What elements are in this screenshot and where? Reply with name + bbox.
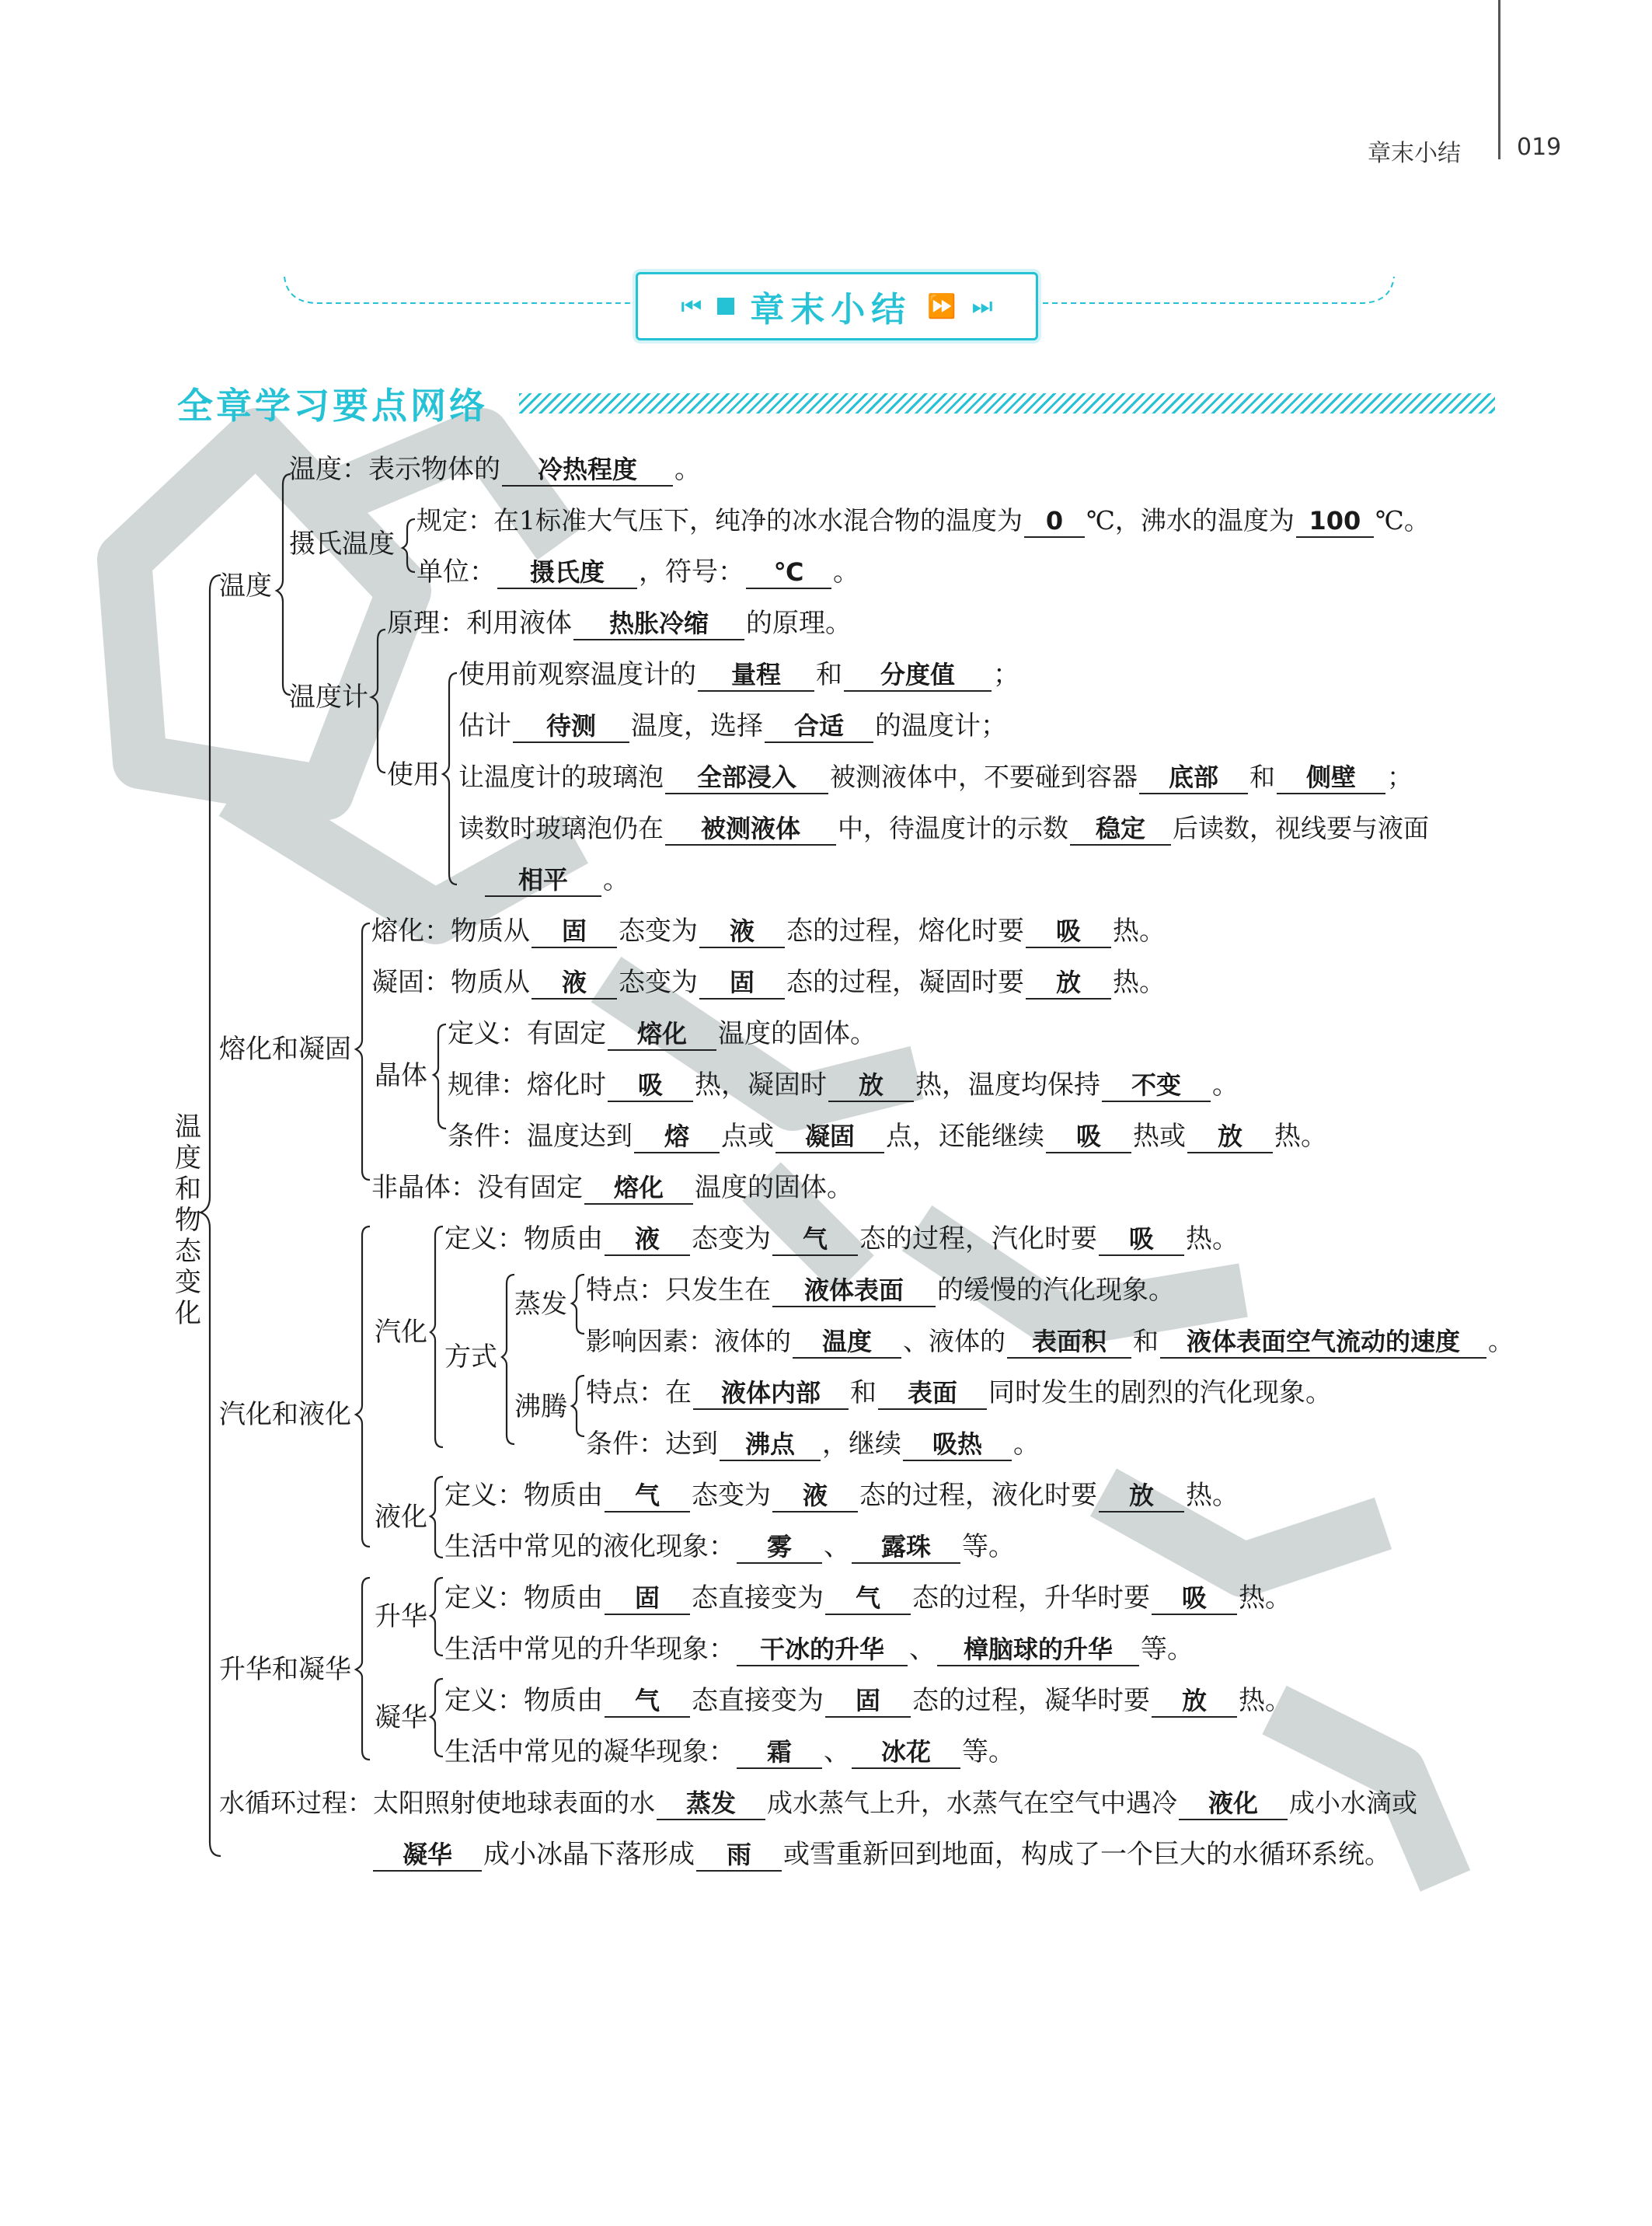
row-9	[483, 861, 629, 898]
page-number: 019	[1517, 134, 1562, 161]
row-text: 使用前观察温度计的	[458, 659, 696, 690]
answer-blank: 全部浸入	[665, 762, 828, 794]
row-text: 中，待温度计的示数	[838, 813, 1068, 843]
answer-blank: 气	[605, 1685, 690, 1718]
answer-blank: 吸	[1026, 916, 1111, 948]
label-shenghua: 升华	[375, 1601, 427, 1632]
answer-blank: 气	[605, 1480, 690, 1512]
label-zhengfa: 蒸发	[514, 1289, 567, 1320]
answer-blank: 吸	[1152, 1582, 1237, 1615]
row-text: 特点：只发生在	[586, 1275, 771, 1306]
label-ronghua-ninggu: 熔化和凝固	[219, 1034, 351, 1065]
answer-blank: 100	[1296, 505, 1374, 538]
row-16	[444, 1220, 1239, 1258]
label-wenduji: 温度计	[289, 682, 368, 713]
row-text: 成小冰晶下落形成	[483, 1839, 695, 1870]
answer-blank: 侧壁	[1277, 762, 1385, 794]
row-text: 被测液体中，不要碰到容器	[830, 762, 1138, 792]
answer-blank: 相平	[485, 864, 601, 897]
row-25	[444, 1682, 1291, 1719]
row-text: 单位：	[416, 556, 496, 588]
answer-blank: 熔化	[608, 1018, 716, 1051]
answer-blank: 表面	[878, 1377, 987, 1410]
row-text: ；	[993, 659, 1019, 690]
row-24	[444, 1631, 1194, 1668]
row-text: 让温度计的玻璃泡	[458, 762, 664, 792]
answer-blank: ℃	[746, 556, 831, 589]
row-text: 态直接变为	[692, 1582, 824, 1614]
label-sheshi: 摄氏温度	[289, 529, 395, 560]
row-2	[416, 502, 1430, 539]
answer-blank: 液体表面空气流动的速度	[1160, 1326, 1486, 1359]
answer-blank: 露珠	[852, 1531, 960, 1564]
row-text: 或雪重新回到地面，构成了一个巨大的水循环系统。	[783, 1839, 1391, 1870]
answer-blank: 气	[772, 1223, 858, 1256]
row-text: 等。	[1141, 1634, 1194, 1665]
row-text: 和	[816, 659, 842, 690]
row-text: 温度，选择	[631, 710, 763, 741]
row-text: 热。	[1186, 1480, 1239, 1511]
row-text: 定义：物质由	[444, 1582, 603, 1614]
row-text: 点，还能继续	[886, 1121, 1044, 1152]
answer-blank: 固	[531, 916, 617, 948]
row-text: 和	[850, 1377, 877, 1408]
row-text: 态直接变为	[692, 1685, 824, 1716]
row-1	[289, 451, 701, 488]
row-10	[371, 912, 1166, 950]
row-text: 。	[1013, 1429, 1040, 1460]
answer-blank: 合适	[765, 710, 873, 743]
label-qihua: 汽化	[375, 1317, 427, 1348]
label-ninghua: 凝华	[375, 1702, 427, 1733]
answer-blank: 吸	[1046, 1121, 1131, 1153]
row-text: 。	[674, 454, 701, 485]
row-text: 热。	[1113, 967, 1166, 998]
row-text: 生活中常见的液化现象：	[444, 1531, 735, 1562]
row-text: 非晶体：没有固定	[371, 1172, 583, 1203]
answer-blank: 0	[1024, 505, 1085, 538]
row-text: 态的过程，凝固时要	[786, 967, 1024, 998]
answer-blank: 放	[1026, 967, 1111, 1000]
row-text: 态变为	[692, 1223, 771, 1254]
row-text: 热，凝固时	[695, 1069, 827, 1101]
row-text: 估计	[458, 710, 511, 741]
answer-blank: 液体内部	[693, 1377, 849, 1410]
row-17	[586, 1272, 1175, 1309]
row-text: 态的过程，升华时要	[912, 1582, 1150, 1614]
root-label: 温度和物态变化	[175, 1111, 201, 1329]
answer-blank: 液	[531, 967, 617, 1000]
answer-blank: 不变	[1102, 1069, 1211, 1102]
row-text: 熔化：物质从	[371, 916, 530, 947]
answer-blank: 液	[772, 1480, 858, 1512]
row-28	[371, 1836, 1391, 1873]
answer-blank: 量程	[698, 659, 814, 692]
answer-blank: 液	[605, 1223, 690, 1256]
answer-blank: 底部	[1139, 762, 1248, 794]
row-text: ℃。	[1375, 505, 1430, 536]
row-text: 态的过程，熔化时要	[786, 916, 1024, 947]
answer-blank: 沸点	[720, 1429, 821, 1461]
row-4	[387, 605, 852, 642]
answer-blank: 放	[1099, 1480, 1184, 1512]
answer-blank: 液	[699, 916, 785, 948]
answer-blank: 表面积	[1007, 1326, 1131, 1359]
row-text: 定义：物质由	[444, 1480, 603, 1511]
banner-title: 章末小结	[750, 290, 912, 330]
row-text: 规律：熔化时	[448, 1069, 606, 1101]
row-14	[448, 1118, 1327, 1155]
row-text: 成水蒸气上升，水蒸气在空气中遇冷	[767, 1788, 1177, 1818]
row-text: 态的过程，液化时要	[859, 1480, 1097, 1511]
row-text: 。	[1212, 1069, 1239, 1101]
section-title: 章末小结	[1368, 140, 1461, 167]
row-text: 定义：有固定	[448, 1018, 606, 1049]
row-21	[444, 1477, 1239, 1514]
label-fangshi: 方式	[444, 1342, 497, 1373]
answer-blank: 冷热程度	[502, 454, 673, 487]
answer-blank: 分度值	[844, 659, 992, 692]
row-13	[448, 1066, 1239, 1104]
label-yehua: 液化	[375, 1502, 427, 1533]
answer-blank: 待测	[513, 710, 629, 743]
play-forward-icon: ⏩	[927, 292, 957, 320]
row-text: 凝固：物质从	[371, 967, 530, 998]
row-text: 影响因素：液体的	[586, 1326, 791, 1356]
row-5	[458, 656, 1019, 693]
answer-blank: 熔	[634, 1121, 720, 1153]
answer-blank: 霜	[737, 1736, 822, 1769]
row-text: 态变为	[619, 916, 698, 947]
answer-blank: 吸热	[903, 1429, 1012, 1461]
row-text: 同时发生的剧烈的汽化现象。	[988, 1377, 1332, 1408]
row-text: 、	[824, 1531, 850, 1562]
row-19	[586, 1374, 1332, 1411]
row-18	[586, 1323, 1514, 1360]
row-text: ，符号：	[639, 556, 744, 588]
row-20	[586, 1425, 1040, 1463]
answer-blank: 凝固	[775, 1121, 884, 1153]
row-text: 态变为	[692, 1480, 771, 1511]
row-text: 、	[824, 1736, 850, 1767]
row-15	[371, 1169, 853, 1206]
answer-blank: 蒸发	[657, 1788, 765, 1820]
answer-blank: 冰花	[852, 1736, 960, 1769]
answer-blank: 稳定	[1070, 813, 1171, 846]
label-shenghua-ninghua: 升华和凝华	[219, 1654, 351, 1685]
row-27	[219, 1785, 1417, 1822]
row-text: 、液体的	[903, 1326, 1005, 1356]
row-23	[444, 1579, 1291, 1617]
row-text: 生活中常见的凝华现象：	[444, 1736, 735, 1767]
row-text: 。	[833, 556, 859, 588]
label-jingti: 晶体	[375, 1060, 427, 1091]
row-text: 热。	[1239, 1685, 1291, 1716]
row-text: 和	[1249, 762, 1275, 792]
row-text: 热或	[1133, 1121, 1186, 1152]
row-22	[444, 1528, 1015, 1565]
label-qihua-yehua: 汽化和液化	[219, 1399, 351, 1430]
row-text: 条件：温度达到	[448, 1121, 633, 1152]
label-wendu: 温度	[219, 570, 272, 602]
row-text: 定义：物质由	[444, 1685, 603, 1716]
row-26	[444, 1733, 1015, 1771]
row-text: 后读数，视线要与液面	[1173, 813, 1429, 843]
answer-blank: 熔化	[584, 1172, 693, 1205]
row-text: 和	[1133, 1326, 1159, 1356]
label-feiteng: 沸腾	[514, 1391, 567, 1422]
row-text: 。	[603, 864, 629, 895]
row-text: 态变为	[619, 967, 698, 998]
answer-blank: 樟脑球的升华	[937, 1634, 1139, 1666]
row-text: 的原理。	[746, 608, 852, 639]
row-text: ℃，沸水的温度为	[1086, 505, 1295, 536]
row-text: 热。	[1274, 1121, 1327, 1152]
row-text: 热，温度均保持	[915, 1069, 1100, 1101]
answer-blank: 干冰的升华	[737, 1634, 908, 1666]
row-text: 生活中常见的升华现象：	[444, 1634, 735, 1665]
row-text: 温度的固体。	[718, 1018, 877, 1049]
row-text: 定义：物质由	[444, 1223, 603, 1254]
subheading: 全章学习要点网络	[177, 385, 488, 427]
answer-blank: 放	[1152, 1685, 1237, 1718]
row-text: 、	[909, 1634, 936, 1665]
row-text: 温度的固体。	[695, 1172, 853, 1203]
answer-blank: 摄氏度	[497, 556, 637, 589]
answer-blank: 被测液体	[665, 813, 836, 846]
answer-blank: 固	[605, 1582, 690, 1615]
row-text: 条件：达到	[586, 1429, 718, 1460]
row-text: 读数时玻璃泡仍在	[458, 813, 664, 843]
row-text: ；	[1387, 762, 1413, 792]
row-text: ，继续	[822, 1429, 901, 1460]
answer-blank: 固	[825, 1685, 911, 1718]
row-11	[371, 964, 1166, 1001]
row-text: 热。	[1186, 1223, 1239, 1254]
skip-back-icon: ⏮	[681, 292, 702, 320]
row-text: 热。	[1113, 916, 1166, 947]
row-text: 特点：在	[586, 1377, 692, 1408]
row-text: 温度：表示物体的	[289, 454, 500, 485]
row-text: 的温度计；	[875, 710, 1007, 741]
row-text: 等。	[962, 1531, 1015, 1562]
row-8	[458, 810, 1429, 847]
answer-blank: 雾	[737, 1531, 822, 1564]
answer-blank: 气	[825, 1582, 911, 1615]
row-text: 热。	[1239, 1582, 1291, 1614]
answer-blank: 雨	[696, 1839, 782, 1872]
answer-blank: 热胀冷缩	[573, 608, 744, 640]
answer-blank: 液体表面	[772, 1275, 936, 1307]
row-text: 水循环过程：太阳照射使地球表面的水	[219, 1788, 655, 1818]
row-text: 原理：利用液体	[387, 608, 572, 639]
answer-blank: 吸	[608, 1069, 693, 1102]
row-text: 成小水滴或	[1289, 1788, 1417, 1818]
row-text: 点或	[721, 1121, 774, 1152]
row-text: 规定：在1标准大气压下，纯净的冰水混合物的温度为	[416, 505, 1023, 536]
answer-blank: 凝华	[373, 1839, 482, 1872]
row-12	[448, 1015, 877, 1052]
answer-blank: 放	[1187, 1121, 1273, 1153]
row-text: 的缓慢的汽化现象。	[937, 1275, 1175, 1306]
row-3	[416, 553, 859, 591]
answer-blank: 固	[699, 967, 785, 1000]
row-text: 态的过程，汽化时要	[859, 1223, 1097, 1254]
row-text: 等。	[962, 1736, 1015, 1767]
row-text: 态的过程，凝华时要	[912, 1685, 1150, 1716]
row-6	[458, 707, 1007, 745]
answer-blank: 放	[828, 1069, 914, 1102]
answer-blank: 液化	[1179, 1788, 1288, 1820]
answer-blank: 吸	[1099, 1223, 1184, 1256]
skip-forward-icon: ⏭	[971, 292, 993, 320]
row-7	[458, 759, 1413, 796]
answer-blank: 温度	[793, 1326, 901, 1359]
row-text: 。	[1488, 1326, 1514, 1356]
label-shiyong: 使用	[387, 759, 440, 790]
